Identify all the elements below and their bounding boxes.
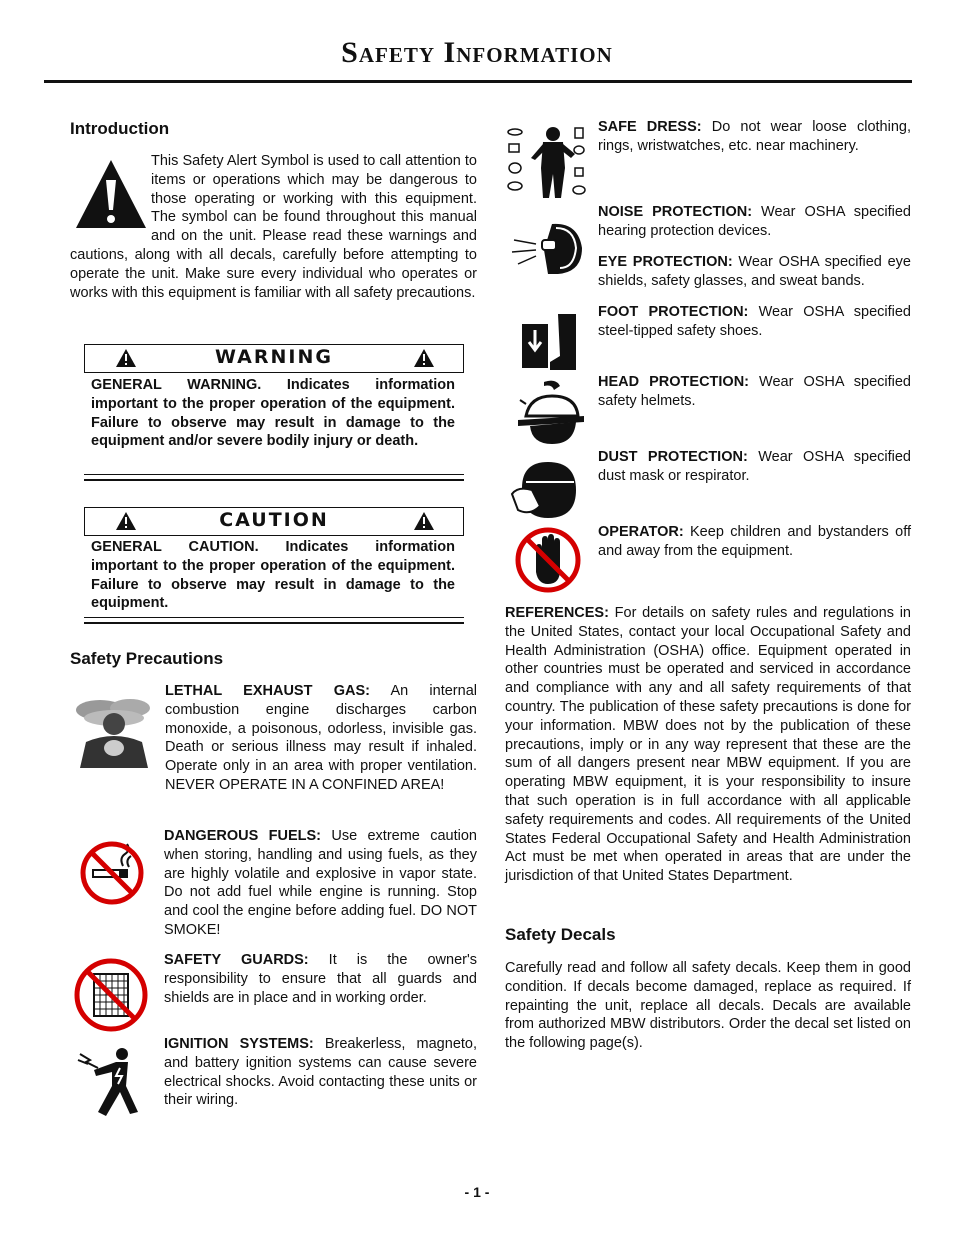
head-protection-title: HEAD PROTECTION: (598, 374, 749, 390)
page-title: Safety Information (341, 36, 613, 69)
lethal-exhaust-gas-text (165, 682, 477, 795)
hearing-protection-icon (508, 220, 588, 276)
eye-protection-text (598, 253, 911, 291)
safety-decals-text: Carefully read and follow all safety decals. Keep them in good condition. If decals become damaged, replace as required. If repainting the unit, replace all decals. Decals are available from authorized MBW distributors. Order the decal set listed on the following page(s). (505, 960, 911, 1052)
warning-banner (84, 344, 464, 373)
warning-triangle-icon (413, 348, 435, 368)
operator-text (598, 523, 911, 561)
operator-title: OPERATOR: (598, 524, 684, 540)
caution-text: GENERAL CAUTION. Indicates information important to the proper operation of the equipment. Failure to observe may result in damage to the equipment. (91, 539, 455, 612)
introduction-body: This Safety Alert Symbol is used to call attention to items or operations which may be dangerous to those operating or working with this equipment. The symbol can be found throughout this manual and on the unit. Please read these warnings and cautions, along with all decals, carefully before attempting to operate the unit. Make sure every individual who operates or works with this equipment is familiar with all safety precautions. (70, 153, 477, 301)
foot-protection-icon (520, 312, 580, 372)
noise-protection-body: Wear OSHA specified hearing protection devices. (598, 204, 911, 239)
caution-label: CAUTION (219, 509, 329, 531)
safety-precautions-heading: Safety Precautions (70, 649, 224, 668)
introduction-heading: Introduction (70, 119, 170, 138)
warning-label: WARNING (215, 346, 333, 368)
caution-triangle-icon (413, 511, 435, 531)
dust-protection-body: Wear OSHA specified dust mask or respirator. (598, 449, 911, 484)
dangerous-fuels-body: Use extreme caution when storing, handling and using fuels, as they are highly volatile and explosive in vapor state. Do not add fuel while engine is running. Stop and cool the engine before adding fuel. DO NOT SMOKE! (164, 828, 477, 938)
dust-mask-icon (508, 458, 580, 520)
eye-protection-title: EYE PROTECTION: (598, 254, 733, 270)
safety-guards-body: It is the owner's responsibility to ensure that all guards and shields are in place and in working order. (164, 952, 477, 1006)
dangerous-fuels-text (164, 827, 477, 940)
safe-dress-icon (505, 124, 587, 200)
references-title: REFERENCES: (505, 605, 609, 621)
foot-protection-text (598, 303, 911, 341)
exhaust-gas-icon (72, 696, 156, 768)
introduction-text (70, 152, 477, 302)
dust-protection-text (598, 448, 911, 486)
stop-hand-icon (514, 526, 582, 594)
noise-protection-text (598, 203, 911, 241)
safe-dress-title: SAFE DRESS: (598, 119, 702, 135)
references-text (505, 604, 911, 886)
safe-dress-text (598, 118, 911, 156)
caution-divider (84, 617, 464, 624)
safe-dress-body: Do not wear loose clothing, rings, wristwatches, etc. near machinery. (598, 119, 911, 154)
head-protection-icon (514, 378, 586, 446)
noise-protection-title: NOISE PROTECTION: (598, 204, 753, 220)
safety-guards-title: SAFETY GUARDS: (164, 952, 309, 968)
warning-text: GENERAL WARNING. Indicates information important to the proper operation of the equipment. Failure to observe may result in damage to the equipment and/or severe bodily injury or death. (91, 377, 455, 450)
safety-decals-heading: Safety Decals (505, 925, 616, 944)
eye-protection-body: Wear OSHA specified eye shields, safety glasses, and sweat bands. (598, 254, 911, 289)
no-smoking-icon (79, 840, 145, 906)
references-body: For details on safety rules and regulations in the United States, contact your local Occupational Safety and Health Administration (OSHA) office. Equipment operated in other countries must be operated and serviced in accordance and compliance with any and all safety requirements of that country. The publication of these safety precautions is done for your information. MBW does not by the publication of these precautions, imply or in any way represent that these are the sum of all dangers present near MBW equipment. If you are operating MBW equipment, it is your responsibility to insure that such operation is in full accordance with all applicable safety requirements and codes. All requirements of the United States Federal Occupational Safety and Health Administration Act must be met when operated in areas that are under the jurisdiction of that United States Department. (505, 605, 911, 885)
title-rule (44, 80, 912, 83)
foot-protection-title: FOOT PROTECTION: (598, 304, 749, 320)
head-protection-body: Wear OSHA specified safety helmets. (598, 374, 911, 409)
lethal-exhaust-gas-body: An internal combustion engine discharges carbon monoxide, a poisonous, odorless, invisible gas. Death or serious illness may result if inhaled. Operate only in an area with proper ventilation. NEVER OPERATE IN A CONFINED AREA! (165, 683, 477, 793)
head-protection-text (598, 373, 911, 411)
foot-protection-body: Wear OSHA specified steel-tipped safety shoes. (598, 304, 911, 339)
lethal-exhaust-gas-title: LETHAL EXHAUST GAS: (165, 683, 370, 699)
safety-guards-text (164, 951, 477, 1007)
safety-guard-icon (72, 956, 150, 1034)
dangerous-fuels-title: DANGEROUS FUELS: (164, 828, 321, 844)
operator-body: Keep children and bystanders off and away from the equipment. (598, 524, 911, 559)
dust-protection-title: DUST PROTECTION: (598, 449, 748, 465)
ignition-systems-text (164, 1035, 477, 1110)
ignition-systems-title: IGNITION SYSTEMS: (164, 1036, 314, 1052)
page-number: - 1 - (464, 1184, 490, 1200)
warning-divider (84, 474, 464, 481)
ignition-systems-body: Breakerless, magneto, and battery ignition systems can cause severe electrical shocks. Avoid contacting these units or their wiring. (164, 1036, 478, 1109)
caution-banner (84, 507, 464, 536)
electric-shock-icon (76, 1046, 150, 1118)
